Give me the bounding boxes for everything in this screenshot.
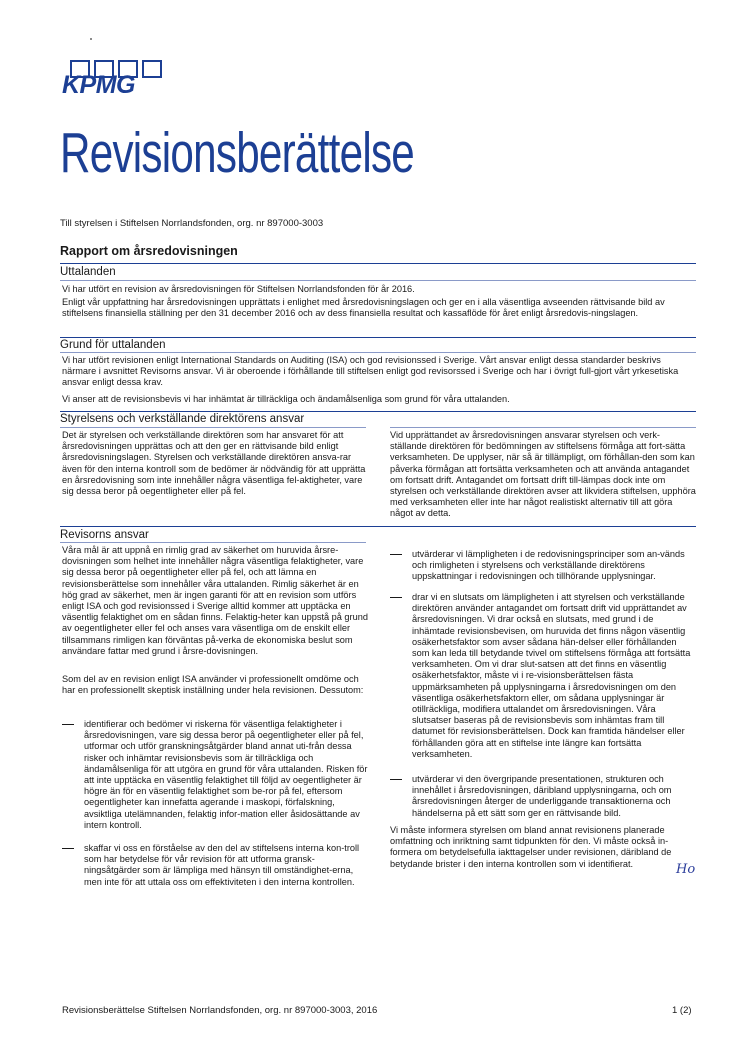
dash-marker xyxy=(390,554,402,555)
dash-marker xyxy=(390,597,402,598)
section-rule xyxy=(60,263,696,264)
styrelsen-right-paragraph: Vid upprättandet av årsredovisningen ansvarar styrelsen och verk-ställande direktören för bedömningen av stiftelsens förmåga att fort-sätta verksamheten. De upplyser, när så är tillämpligt, om förhållan-den som kan påverka förmågan att fortsätta verksamheten och att använda antagandet om fortsatt drift. Antagandet om fortsatt drift till-lämpas dock inte om styrelsen och verkställande direktören avser att likvidera stiftelsen, upphöra med verksamheten eller inte har något realistiskt alternativ till att göra något av detta. xyxy=(390,430,696,519)
bullet-item xyxy=(62,719,368,831)
dash-marker xyxy=(390,779,402,780)
addressee-line: Till styrelsen i Stiftelsen Norrlandsfonden, org. nr 897000-3003 xyxy=(60,218,324,229)
page-number: 1 (2) xyxy=(672,1005,692,1016)
bullet-item xyxy=(390,549,696,583)
uttalanden-paragraph-1: Vi har utfört en revision av årsredovisningen för Stiftelsen Norrlandsfonden för år 2016. xyxy=(62,284,415,294)
bullet-text: identifierar och bedömer vi riskerna för väsentliga felaktigheter i årsredovisningen, vare sig dessa beror på oegentligheter eller på fel, utformar och utför granskningsåtgärder bland annat uti-från dessa risker och inhämtar revisionsbevis som är tillräckliga och ändamålsenliga för att utgöra en grund för våra uttalanden. Risken för att inte upptäcka en väsentlig felaktighet till följd av oegentligheter är högre än för en väsentlig felaktighet som be-ror på fel, eftersom oegentligheter kan innefatta agerande i maskopi, förfalskning, avsiktliga utelämnanden, felaktig infor-mation eller åsidosättande av intern kontroll. xyxy=(84,719,368,830)
dash-marker xyxy=(62,848,74,849)
styrelsen-left-paragraph: Det är styrelsen och verkställande direktören som har ansvaret för att årsredovisningen upprättas och att den ger en rättvisande bild enligt årsredovisningslagen. Styrelsen och verkställande direktören ansva-rar även för den interna kontroll som de bedömer är nödvändig för att upprätta en årsredovisning som inte innehåller några väsentliga fel-aktigheter, vare sig dessa beror på oegentligheter eller på fel. xyxy=(62,430,366,497)
section-rule xyxy=(60,526,696,527)
dash-marker xyxy=(62,724,74,725)
section-title-uttalanden: Uttalanden xyxy=(60,266,116,278)
section-subrule xyxy=(60,352,696,353)
handwritten-initials: Ho xyxy=(676,862,696,877)
report-heading: Rapport om årsredovisningen xyxy=(60,244,238,258)
section-subrule-left xyxy=(60,427,366,428)
section-subrule xyxy=(60,280,696,281)
bullet-item xyxy=(390,774,696,819)
bullet-text: utvärderar vi den övergripande presentationen, strukturen och innehållet i årsredovisningen, däribland upplysningarna, och om årsredovisningen återger de underliggande transaktionerna och händelserna på ett sätt som ger en rättvisande bild. xyxy=(412,774,672,818)
bullet-text: utvärderar vi lämpligheten i de redovisningsprinciper som an-vänds och rimligheten i styrelsens och verkställande direktörens uppskattningar i redovisningen och tillhörande upplysningar. xyxy=(412,549,685,582)
bullet-item xyxy=(390,592,696,760)
kpmg-logo xyxy=(62,60,166,98)
uttalanden-paragraph-2: Enligt vår uppfattning har årsredovisningen upprättats i enlighet med årsredovisningslagen och ger en i alla väsentliga avseenden rättvisande bild av stiftelsens finansiella ställning per den 31 december 2016 och av dess finansiella resultat och kassaflöde för året enligt årsredovis-ningslagen. xyxy=(62,297,665,319)
footer-text: Revisionsberättelse Stiftelsen Norrlandsfonden, org. nr 897000-3003, 2016 xyxy=(62,1005,378,1016)
logo-text: KPMG xyxy=(62,71,135,99)
section-title-revisorns: Revisorns ansvar xyxy=(60,529,149,541)
scan-speck xyxy=(90,38,92,40)
section-subrule-right xyxy=(390,427,696,428)
section-rule xyxy=(60,337,696,338)
grund-paragraph-1: Vi har utfört revisionen enligt International Standards on Auditing (ISA) och god revisionssed i Sverige. Vårt ansvar enligt dessa standarder beskrivs närmare i avsnittet Revisorns ansvar. Vi är oberoende i förhållande till stiftelsen enligt god revisorssed i Sverige och har i övrigt full-gjort vårt yrkesetiska ansvar enligt dessa krav. xyxy=(62,355,679,388)
section-title-styrelsen: Styrelsens och verkställande direktörens ansvar xyxy=(60,413,305,425)
bullet-text: drar vi en slutsats om lämpligheten i att styrelsen och verkställande direktören använder antagandet om fortsatt drift vid upprättandet av årsredovisningen. Vi drar också en slutsats, med grund i de inhämtade revisionsbevisen, om huruvida det finns någon väsentlig osäkerhetsfaktor som avser sådana hän-delser eller förhållanden som kan leda till betydande tvivel om stiftelsens förmåga att fortsätta verksamheten. Om vi drar slut-satsen att det finns en väsentlig osäkerhetsfaktor, måste vi i re-visionsberättelsen fästa uppmärksamheten på upplysningarna i årsredovisningen om den väsentliga osäkerhetsfaktorn eller, om sådana upplysningar är otillräckliga, modifiera uttalandet om årsredovisningen. Våra slutsatser baseras på de revisionsbevis som inhämtas fram till datumet för revisionsberättelsen. Dock kan framtida händelser eller förhållanden göra att en stiftelse inte längre kan fortsätta verksamheten. xyxy=(412,592,691,759)
bullet-item xyxy=(62,843,368,888)
revisorns-right-closing-paragraph: Vi måste informera styrelsen om bland annat revisionens planerade omfattning och inriktning samt tidpunkten för den. Vi måste också in-formera om betydelsefulla iakttagelser under revisionen, däribland de betydande brister i den interna kontrollen som vi identifierat. xyxy=(390,825,672,869)
document-title: Revisionsberättelse xyxy=(60,121,415,185)
revisorns-left-paragraph-1: Våra mål är att uppnå en rimlig grad av säkerhet om huruvida årsre-dovisningen som helhet inte innehåller några väsentliga felaktigheter, vare sig dessa beror på oegentligheter eller på fel, och att lämna en revisionsberättelse som innehåller våra uttalanden. Rimlig säkerhet är en hög grad av säkerhet, men är ingen garanti för att en revision som utförs enligt ISA och god revisionssed i Sverige alltid kommer att upptäcka en väsentlig felaktighet om en sådan finns. Felaktig-heter kan uppstå på grund av oegentligheter eller fel och anses vara väsentliga om de enskilt eller tillsammans rimligen kan förväntas på-verka de ekonomiska beslut som användare fattar med grund i årsre-dovisningen. xyxy=(62,545,368,656)
section-rule xyxy=(60,411,696,412)
bullet-text: skaffar vi oss en förståelse av den del av stiftelsens interna kon-troll som har betydelse för vår revision för att utforma gransk-ningsåtgärder som är lämpliga med hänsyn till omständighet-erna, men inte för att uttala oss om effektiviteten i den interna kontrollen. xyxy=(84,843,360,887)
grund-paragraph-2: Vi anser att de revisionsbevis vi har inhämtat är tillräckliga och ändamålsenliga som grund för våra uttalanden. xyxy=(62,394,510,404)
revisorns-left-paragraph-2: Som del av en revision enligt ISA använder vi professionellt omdöme och har en professionellt skeptisk inställning under hela revisionen. Dessutom: xyxy=(62,674,364,696)
section-title-grund: Grund för uttalanden xyxy=(60,339,166,351)
section-subrule-left xyxy=(60,542,366,543)
